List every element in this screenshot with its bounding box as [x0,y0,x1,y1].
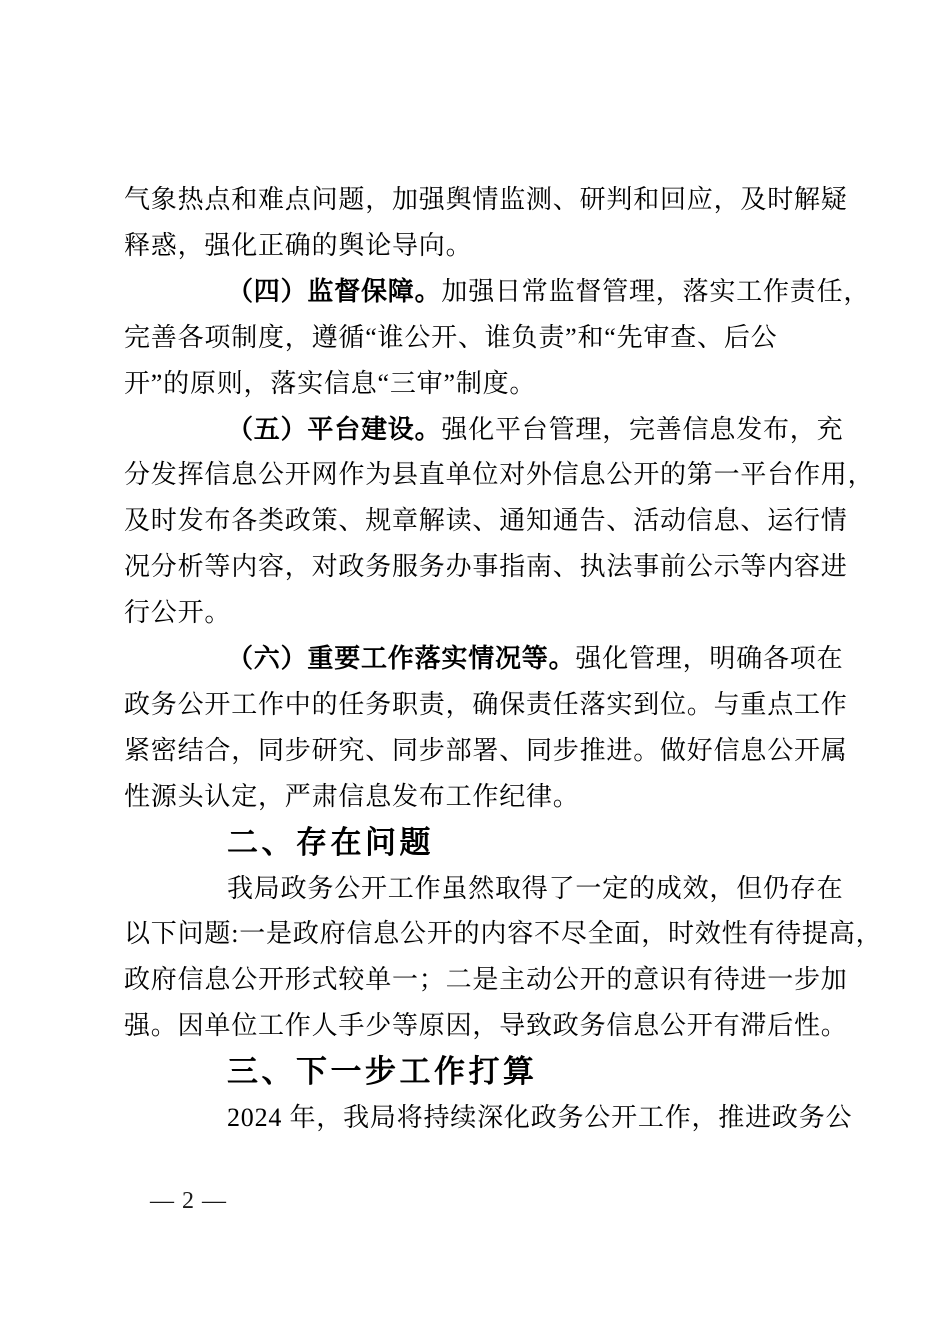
text-line [124,269,950,315]
line-text: 及时发布各类政策、规章解读、通知通告、活动信息、运行情 [124,506,848,535]
line-text: 2024 年，我局将持续深化政务公开工作，推进政务公 [227,1103,853,1132]
section-heading [124,820,950,866]
section-heading [124,1049,950,1095]
text-line [124,1003,852,1049]
text-line [124,590,852,636]
line-text: 性源头认定，严肃信息发布工作纪律。 [124,782,580,811]
line-text: 况分析等内容，对政务服务办事指南、执法事前公示等内容进 [124,552,848,581]
line-text: 气象热点和难点问题，加强舆情监测、研判和回应，及时解疑 [124,185,848,214]
line-text: 紧密结合，同步研究、同步部署、同步推进。做好信息公开属 [124,736,848,765]
line-text: 行公开。 [124,598,232,627]
text-line [124,911,883,957]
line-text: 开”的原则，落实信息“三审”制度。 [124,369,537,398]
line-text: 分发挥信息公开网作为县直单位对外信息公开的第一平台作用， [124,460,875,489]
line-text: 完善各项制度，遵循“谁公开、谁负责”和“先审查、后公 [124,323,778,352]
line-text: 释惑，强化正确的舆论导向。 [124,231,473,260]
subsection-label: （五）平台建设。 [227,415,442,444]
line-text: 我局政务公开工作虽然取得了一定的成效，但仍存在 [227,874,844,903]
text-line [124,636,950,682]
text-line [124,866,950,912]
subsection-label: （四）监督保障。 [227,277,442,306]
section-heading-text: 二、存在问题 [227,825,434,860]
line-text: 加强日常监督管理，落实工作责任， [441,277,871,306]
line-text: 政府信息公开形式较单一；二是主动公开的意识有待进一步加 [124,965,848,994]
line-text: 强化管理，明确各项在 [575,644,844,673]
text-line [124,544,852,590]
text-line [124,498,852,544]
text-line [124,728,852,774]
text-line [124,407,950,453]
text-line [124,315,852,361]
text-line [124,177,852,223]
text-line [124,1095,950,1141]
text-line [124,223,852,269]
line-text: 强化平台管理，完善信息发布，充 [441,415,844,444]
text-line [124,682,852,728]
subsection-label: （六）重要工作落实情况等。 [227,644,576,673]
text-line [124,774,852,820]
text-line [124,361,852,407]
line-text: 政务公开工作中的任务职责，确保责任落实到位。与重点工作 [124,690,848,719]
line-text: 以下问题:一是政府信息公开的内容不尽全面，时效性有待提高， [124,919,883,948]
text-line [124,452,875,498]
line-text: 强。因单位工作人手少等原因，导致政务信息公开有滞后性。 [124,1011,848,1040]
section-heading-text: 三、下一步工作打算 [227,1054,538,1089]
text-line [124,957,852,1003]
page-number: — 2 — [150,1188,227,1214]
